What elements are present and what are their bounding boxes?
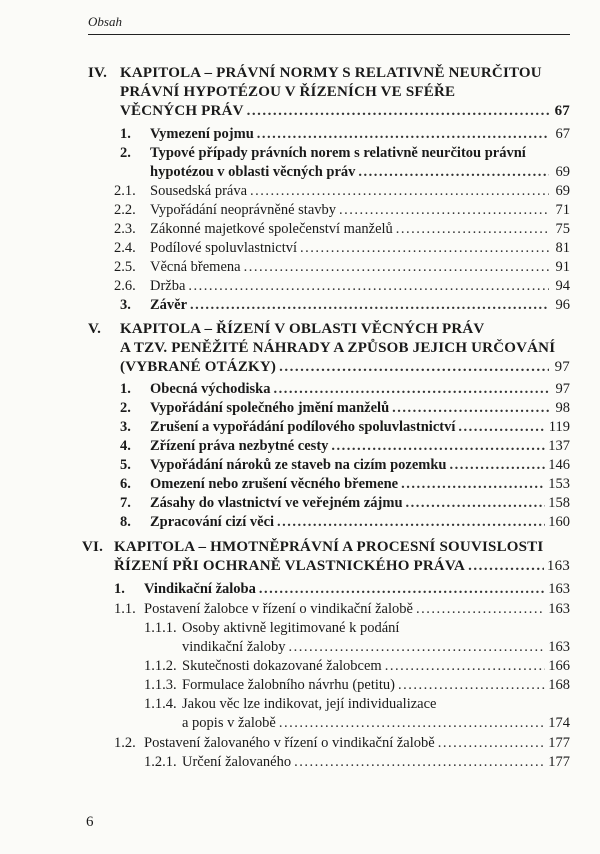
dot-leader (244, 258, 549, 276)
entry-title: Podílové spoluvlastnictví (150, 240, 298, 256)
entry-title-line: KAPITOLA – HMOTNĚPRÁVNÍ A PROCESNÍ SOUVISLOSTI (114, 539, 544, 555)
entry-title: Určení žalovaného (182, 754, 292, 770)
entry-number: 2.3. (114, 221, 136, 237)
entry-page: 75 (555, 221, 570, 237)
entry-page: 67 (555, 126, 570, 142)
dot-leader (259, 580, 545, 598)
entry-number: 3. (120, 419, 131, 435)
dot-leader (250, 182, 549, 200)
entry-title-line: KAPITOLA – PRÁVNÍ NORMY S RELATIVNĚ NEURČITOU (120, 65, 542, 81)
entry-title-line: (VYBRANÉ OTÁZKY) (120, 359, 277, 375)
entry-title: Sousedská práva (150, 183, 248, 199)
dot-leader (288, 638, 545, 656)
entry-title: Zrušení a vypořádání podílového spoluvlastnictví (150, 419, 456, 435)
entry-page: 146 (548, 457, 570, 473)
entry-page: 97 (555, 381, 570, 397)
dot-leader (458, 418, 545, 436)
entry-page: 119 (548, 419, 570, 435)
entry-page: 174 (548, 715, 570, 731)
entry-number: 1.1. (114, 601, 136, 617)
entry-number: 1. (120, 126, 131, 142)
entry-number: 1.2. (114, 735, 136, 751)
entry-title-line: vindikační žaloby (182, 639, 286, 655)
entry-page: 91 (555, 259, 570, 275)
entry-title: Držba (150, 278, 186, 294)
entry-number: 2.2. (114, 202, 136, 218)
entry-number: 1.2.1. (144, 754, 177, 770)
entry-title-line: Jakou věc lze indikovat, její individualizace (182, 696, 437, 712)
dot-leader (294, 753, 545, 771)
entry-title: Zřízení práva nezbytné cesty (150, 438, 329, 454)
entry-number: 1.1.1. (144, 620, 177, 636)
entry-title: Závěr (150, 297, 188, 313)
dot-leader (358, 163, 549, 181)
entry-title: Vypořádání společného jmění manželů (150, 400, 390, 416)
dot-leader (396, 220, 549, 238)
running-header: Obsah (88, 14, 570, 35)
entry-page: 137 (548, 438, 570, 454)
entry-page: 98 (555, 400, 570, 416)
entry-title-line: ŘÍZENÍ PŘI OCHRANĚ VLASTNICKÉHO PRÁVA (114, 558, 466, 574)
entry-page: 71 (555, 202, 570, 218)
entry-title: Postavení žalobce v řízení o vindikační žalobě (144, 601, 413, 617)
entry-title: Vymezení pojmu (150, 126, 254, 142)
entry-page: 160 (548, 514, 570, 530)
entry-title-line: hypotézou v oblasti věcných práv (150, 164, 356, 180)
dot-leader (247, 102, 549, 120)
entry-page: 69 (555, 164, 570, 180)
entry-title-line: Typové případy právních norem s relativně neurčitou právní (150, 145, 526, 161)
entry-title-line: KAPITOLA – ŘÍZENÍ V OBLASTI VĚCNÝCH PRÁV (120, 321, 485, 337)
entry-page: 67 (554, 103, 570, 119)
entry-number: VI. (82, 539, 104, 555)
page-number: 6 (86, 814, 94, 830)
entry-page: 177 (548, 754, 570, 770)
dot-leader (416, 600, 545, 618)
dot-leader (277, 513, 545, 531)
entry-title-line: PRÁVNÍ HYPOTÉZOU V ŘÍZENÍCH VE SFÉŘE (120, 84, 456, 100)
entry-number: 1. (114, 581, 125, 597)
entry-number: 6. (120, 476, 131, 492)
entry-number: 2. (120, 400, 131, 416)
entry-number: 1. (120, 381, 131, 397)
entry-title: Postavení žalovaného v řízení o vindikační žalobě (144, 735, 435, 751)
entry-number: 4. (120, 438, 131, 454)
entry-number: 2. (120, 145, 131, 161)
entry-page: 168 (548, 677, 570, 693)
entry-number: 2.1. (114, 183, 136, 199)
entry-title: Omezení nebo zrušení věcného břemene (150, 476, 399, 492)
entry-title: Skutečnosti dokazované žalobcem (182, 658, 382, 674)
dot-leader (188, 277, 549, 295)
dot-leader (438, 734, 546, 752)
entry-title: Zásahy do vlastnictví ve veřejném zájmu (150, 495, 403, 511)
entry-number: 5. (120, 457, 131, 473)
entry-page: 158 (548, 495, 570, 511)
entry-page: 69 (555, 183, 570, 199)
dot-leader (385, 657, 546, 675)
dot-leader (331, 437, 545, 455)
dot-leader (279, 358, 549, 376)
entry-title: Obecná východiska (150, 381, 271, 397)
entry-title: Vypořádání nároků ze staveb na cizím pozemku (150, 457, 447, 473)
entry-page: 163 (548, 581, 570, 597)
dot-leader (300, 239, 549, 257)
dot-leader (406, 494, 546, 512)
dot-leader (257, 125, 549, 143)
entry-title: Vypořádání neoprávněné stavby (150, 202, 337, 218)
entry-page: 96 (555, 297, 570, 313)
dot-leader (449, 456, 545, 474)
entry-page: 94 (555, 278, 570, 294)
dot-leader (392, 399, 549, 417)
dot-leader (468, 557, 544, 575)
entry-number: V. (88, 321, 102, 337)
entry-title: Věcná břemena (150, 259, 241, 275)
entry-page: 163 (548, 601, 570, 617)
entry-title: Zákonné majetkové společenství manželů (150, 221, 393, 237)
entry-title: Vindikační žaloba (144, 581, 256, 597)
dot-leader (273, 380, 549, 398)
entry-number: 2.6. (114, 278, 136, 294)
entry-number: 3. (120, 297, 131, 313)
entry-number: 2.4. (114, 240, 136, 256)
dot-leader (401, 475, 545, 493)
entry-title: Formulace žalobního návrhu (petitu) (182, 677, 396, 693)
entry-number: 8. (120, 514, 131, 530)
dot-leader (190, 296, 549, 314)
entry-number: 1.1.3. (144, 677, 177, 693)
entry-page: 177 (548, 735, 570, 751)
entry-title: Zpracování cizí věci (150, 514, 275, 530)
entry-page: 166 (548, 658, 570, 674)
entry-page: 97 (554, 359, 570, 375)
entry-title-line: a popis v žalobě (182, 715, 276, 731)
entry-page: 153 (548, 476, 570, 492)
entry-number: 1.1.4. (144, 696, 177, 712)
entry-title-line: Osoby aktivně legitimované k podání (182, 620, 400, 636)
entry-title-line: VĚCNÝCH PRÁV (120, 103, 244, 119)
entry-number: IV. (88, 65, 108, 81)
dot-leader (339, 201, 549, 219)
dot-leader (398, 676, 545, 694)
entry-number: 2.5. (114, 259, 136, 275)
dot-leader (279, 714, 545, 732)
entry-page: 163 (548, 639, 570, 655)
entry-number: 7. (120, 495, 131, 511)
entry-number: 1.1.2. (144, 658, 177, 674)
entry-title-line: A TZV. PENĚŽITÉ NÁHRADY A ZPŮSOB JEJICH URČOVÁNÍ (120, 340, 556, 356)
entry-page: 163 (546, 558, 570, 574)
entry-page: 81 (555, 240, 570, 256)
